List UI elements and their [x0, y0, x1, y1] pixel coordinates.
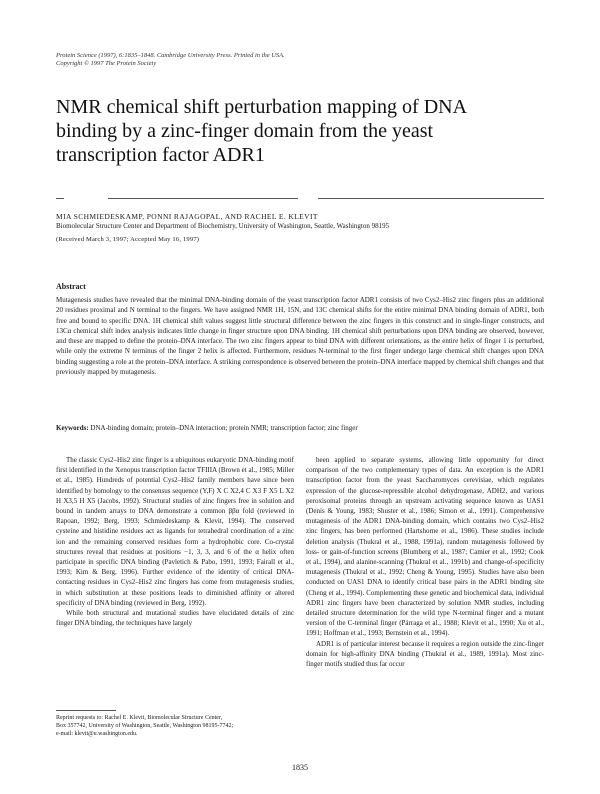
paragraph: been applied to separate systems, allowing little opportunity for direct comparison of the two complementary types of data. An exception is the ADR1 transcription factor from the yeast Saccharomyces cerevisiae, which regulates expression of the glucose-repressible alcohol dehydrogenase, ADH2, and various peroxisomal proteins through an upstream activating sequence known as UAS1 (Denis & Young, 1983; Shuster et al., 1986; Simon et al., 1991). Comprehensive mutagenesis of the ADR1 DNA-binding domain, which contains two Cys2–His2 zinc fingers, has been performed (Hartshorne et al., 1986). These studies include deletion analysis (Thukral et al., 1988, 1991a), random mutagenesis followed by loss- or gain-of-function screens (Blumberg et al., 1987; Camier et al., 1992; Cook et al., 1994), and alanine-scanning (Thukral et al., 1991b) and change-of-specificity mutagenesis (Thukral et al., 1992; Cheng & Young, 1995). Studies have also been conducted on UAS1 DNA to identify critical base pairs in the ADR1 binding site (Cheng et al., 1994). Complementing these genetic and biochemical data, individual ADR1 zinc fingers have been characterized by solution NMR studies, including detailed structure determination for the wild type N-terminal finger and a mutant version of the C-terminal finger (Párraga et al., 1988; Klevit et al., 1990; Xu et al., 1991; Hoffman et al., 1993; Bernstein et al., 1994). [306, 456, 544, 638]
abstract-heading: Abstract [56, 282, 86, 291]
footnote-line-3: e-mail: klevit@u.washington.edu. [56, 731, 138, 737]
divider-rule [56, 198, 64, 199]
footnote-rule [56, 710, 116, 711]
paragraph: While both structural and mutational studies have elucidated details of zinc finger DNA binding, the techniques have largely [56, 609, 294, 628]
divider-rule [318, 198, 544, 199]
article-title [56, 95, 526, 167]
keywords [56, 423, 544, 433]
paragraph: The classic Cys2–His2 zinc finger is a ubiquitous eukaryotic DNA-binding motif first identified in the Xenopus transcription factor TFIIIA (Brown et al., 1985; Miller et al., 1985). Hundreds of potential Cys2–His2 family members have since been identified by homology to the consensus sequence (Y,F) X C X2,4 C X3 F X5 L X2 H X3,5 H X5 (Jacobs, 1992). Structural studies of zinc fingers free in solution and bound in tandem arrays to DNA demonstrate a common ββα fold (reviewed in Rapoan, 1992; Berg, 1993; Schmiedeskamp & Klevit, 1994). The conserved cysteine and histidine residues act as ligands for tetrahedral coordination of a zinc ion and the remaining conserved residues form a hydrophobic core. Co-crystal structures reveal that residues at positions −1, 3, 3, and 6 of the α helix often participate in specific DNA binding (Pavletich & Pabo, 1991, 1993; Fairall et al., 1993; Kim & Berg, 1996). Further evidence of the identity of critical DNA-contacting residues in Cys2–His2 zinc fingers has come from mutagenesis studies, in which substitution at these positions leads to diminished affinity or altered specificity of DNA binding (reviewed in Berg, 1992). [56, 456, 294, 607]
received-dates: (Received March 3, 1997; Accepted May 16, 1997) [56, 236, 200, 243]
body-column-right [306, 455, 544, 669]
paragraph: ADR1 is of particular interest because it requires a region outside the zinc-finger domain for high-affinity DNA binding (Thukral et al., 1989, 1991a). Most zinc-finger motifs studied thus far occur [306, 639, 544, 669]
title-line-3: transcription factor ADR1 [56, 144, 265, 166]
page-number: 1835 [292, 763, 308, 772]
title-line-1: NMR chemical shift perturbation mapping of DNA [56, 96, 468, 118]
footnote-line-2: Box 357742, University of Washington, Seattle, Washington 98195-7742; [56, 723, 234, 729]
divider-rule [108, 198, 298, 199]
footnote [56, 714, 294, 738]
title-line-2: binding by a zinc-finger domain from the yeast [56, 120, 434, 142]
abstract-text: Mutagenesis studies have revealed that the minimal DNA-binding domain of the yeast transcription factor ADR1 consists of two Cys2–His2 zinc fingers plus an additional 20 residues proximal and N terminal to the fingers. We have assigned NMR 1H, 15N, and 13C chemical shifts for the entire minimal DNA binding domain of ADR1, both free and bound to specific DNA. 1H chemical shift values suggest little structural difference between the zinc fingers in this construct and in single-finger constructs, and 13Cα chemical shift index analysis indicates little change in finger structure upon DNA binding. 1H chemical shift perturbations upon DNA binding are observed, however, and these are mapped to define the protein–DNA interface. The two zinc fingers appear to bind DNA with different orientations, as the entire helix of finger 1 is perturbed, while only the extreme N terminus of the finger 2 helix is affected. Furthermore, residues N-terminal to the first finger undergo large chemical shift changes upon DNA binding suggesting a role at the protein–DNA interface. A striking correspondence is observed between the protein–DNA interface mapped by chemical shift changes and that previously mapped by mutagenesis. [56, 296, 544, 377]
journal-citation: Protein Science (1997), 6:1835–1848. Cambridge University Press. Printed in the USA. [56, 52, 285, 59]
body-column-left [56, 455, 294, 628]
author-list: MIA SCHMIEDESKAMP, PONNI RAJAGOPAL, AND RACHEL E. KLEVIT [56, 212, 318, 221]
affiliation: Biomolecular Structure Center and Department of Biochemistry, University of Washington, Seattle, Washington 98195 [56, 222, 390, 230]
copyright-line: Copyright © 1997 The Protein Society [56, 60, 157, 67]
keywords-text: DNA-binding domain; protein–DNA interaction; protein NMR; transcription factor; zinc finger [90, 424, 358, 432]
keywords-label: Keywords: [56, 424, 89, 432]
footnote-line-1: Reprint requests to: Rachel E. Klevit, Biomolecular Structure Center, [56, 715, 223, 721]
